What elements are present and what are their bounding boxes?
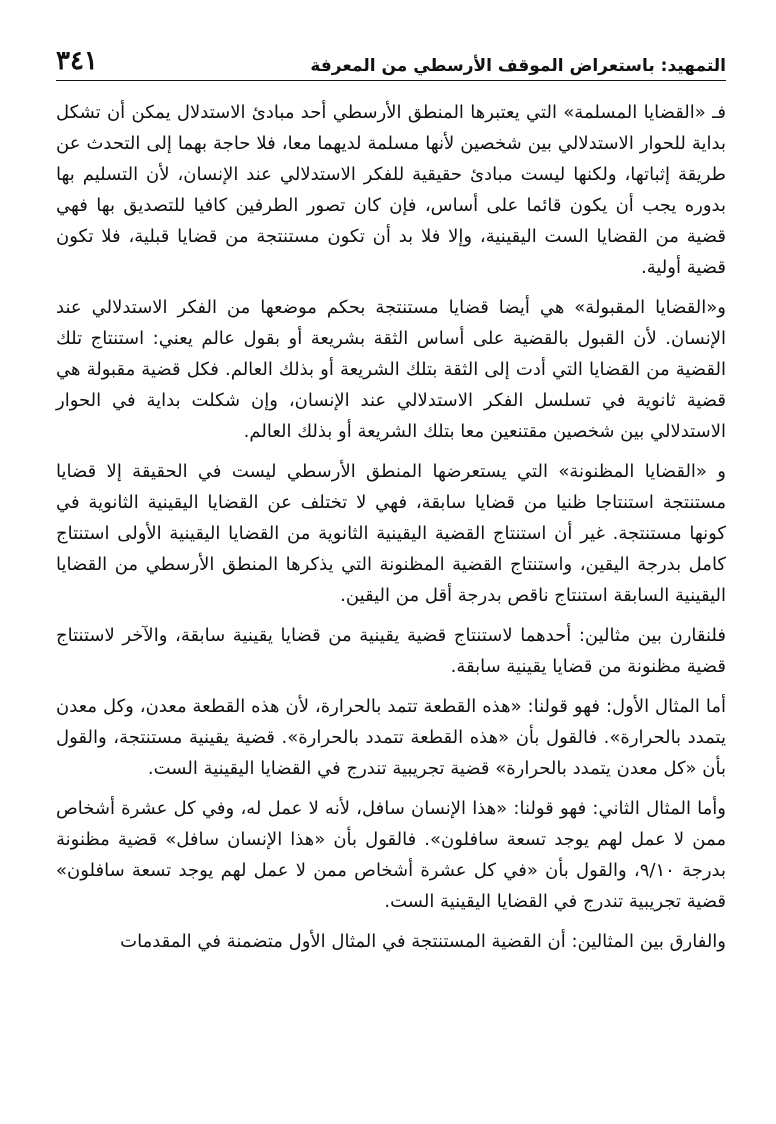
paragraph-first-example: أما المثال الأول: فهو قولنا: «هذه القطعة تتمد بالحرارة، لأن هذه القطعة معدن، وكل معدن يتمدد بالحرارة». فالقول بأن «هذه القطعة تتمدد بالحرارة». قضية يقينية مستنتجة، والقول بأن «كل معدن يتمدد بالحرارة» قضية تجريبية تندرج في القضايا اليقينية الست. [56, 696, 726, 779]
running-title: التمهيد: باستعراض الموقف الأرسطي من المعرفة [310, 56, 726, 76]
paragraph-accepted-premises: فـ «القضايا المسلمة» التي يعتبرها المنطق الأرسطي أحد مبادئ الاستدلال يمكن أن تشكل بداية للحوار الاستدلالي بين شخصين لأنها مسلمة لديهما معا، فلا حاجة بهما إلى التحدث عن طريقة إثباتها، ولكنها ليست مبادئ حقيقية للفكر الاستدلالي عند الإنسان، لأن التسليم بها بدوره يجب أن يكون قائما على أساس، فإن كان تصور الطرفين كافيا للتصديق بها فهي قضية من القضايا الست اليقينية، وإلا فلا بد أن تكون مستنتجة من قضايا قبلية، فلا تكون قضية أولية. [56, 102, 726, 278]
page-body [56, 97, 726, 957]
page-number: ٣٤١ [56, 46, 98, 76]
paragraph-second-example: وأما المثال الثاني: فهو قولنا: «هذا الإنسان سافل، لأنه لا عمل له، وفي كل عشرة أشخاص ممن لا عمل لهم يوجد تسعة سافلون». فالقول بأن «هذا الإنسان سافل» قضية مظنونة بدرجة ٩/١٠، والقول بأن «في كل عشرة أشخاص ممن لا عمل لهم يوجد تسعة سافلون» قضية تجريبية تندرج في القضايا اليقينية الست. [56, 798, 726, 912]
page-header [56, 36, 726, 81]
paragraph-probable-premises: و «القضايا المظنونة» التي يستعرضها المنطق الأرسطي ليست في الحقيقة إلا قضايا مستنتجة استنتاجا ظنيا من قضايا سابقة، فهي لا تختلف عن القضايا اليقينية الثانوية في كونها مستنتجة. غير أن استنتاج القضية اليقينية الثانوية من القضايا اليقينية الأولى استنتاج كامل بدرجة اليقين، واستنتاج القضية المظنونة التي يذكرها المنطق الأرسطي من القضايا اليقينية السابقة استنتاج ناقص بدرجة أقل من اليقين. [56, 461, 726, 606]
book-page [56, 36, 726, 957]
paragraph-comparison-intro: فلنقارن بين مثالين: أحدهما لاستنتاج قضية يقينية من قضايا يقينية سابقة، والآخر لاستنتاج قضية مظنونة من قضايا يقينية سابقة. [56, 625, 726, 677]
paragraph-difference: والفارق بين المثالين: أن القضية المستنتجة في المثال الأول متضمنة في المقدمات [120, 931, 726, 952]
paragraph-received-premises: و«القضايا المقبولة» هي أيضا قضايا مستنتجة بحكم موضعها من الفكر الاستدلالي عند الإنسان. لأن القبول بالقضية على أساس الثقة بشريعة أو بقول عالم يعني: استنتاج تلك القضية من القضايا التي أدت إلى الثقة بتلك الشريعة أو بذلك العالم. فكل قضية مقبولة هي قضية ثانوية في تسلسل الفكر الاستدلالي عند الإنسان، وإن شكلت بداية في الحوار الاستدلالي بين شخصين مقتنعين معا بتلك الشريعة أو بذلك العالم. [56, 297, 726, 442]
